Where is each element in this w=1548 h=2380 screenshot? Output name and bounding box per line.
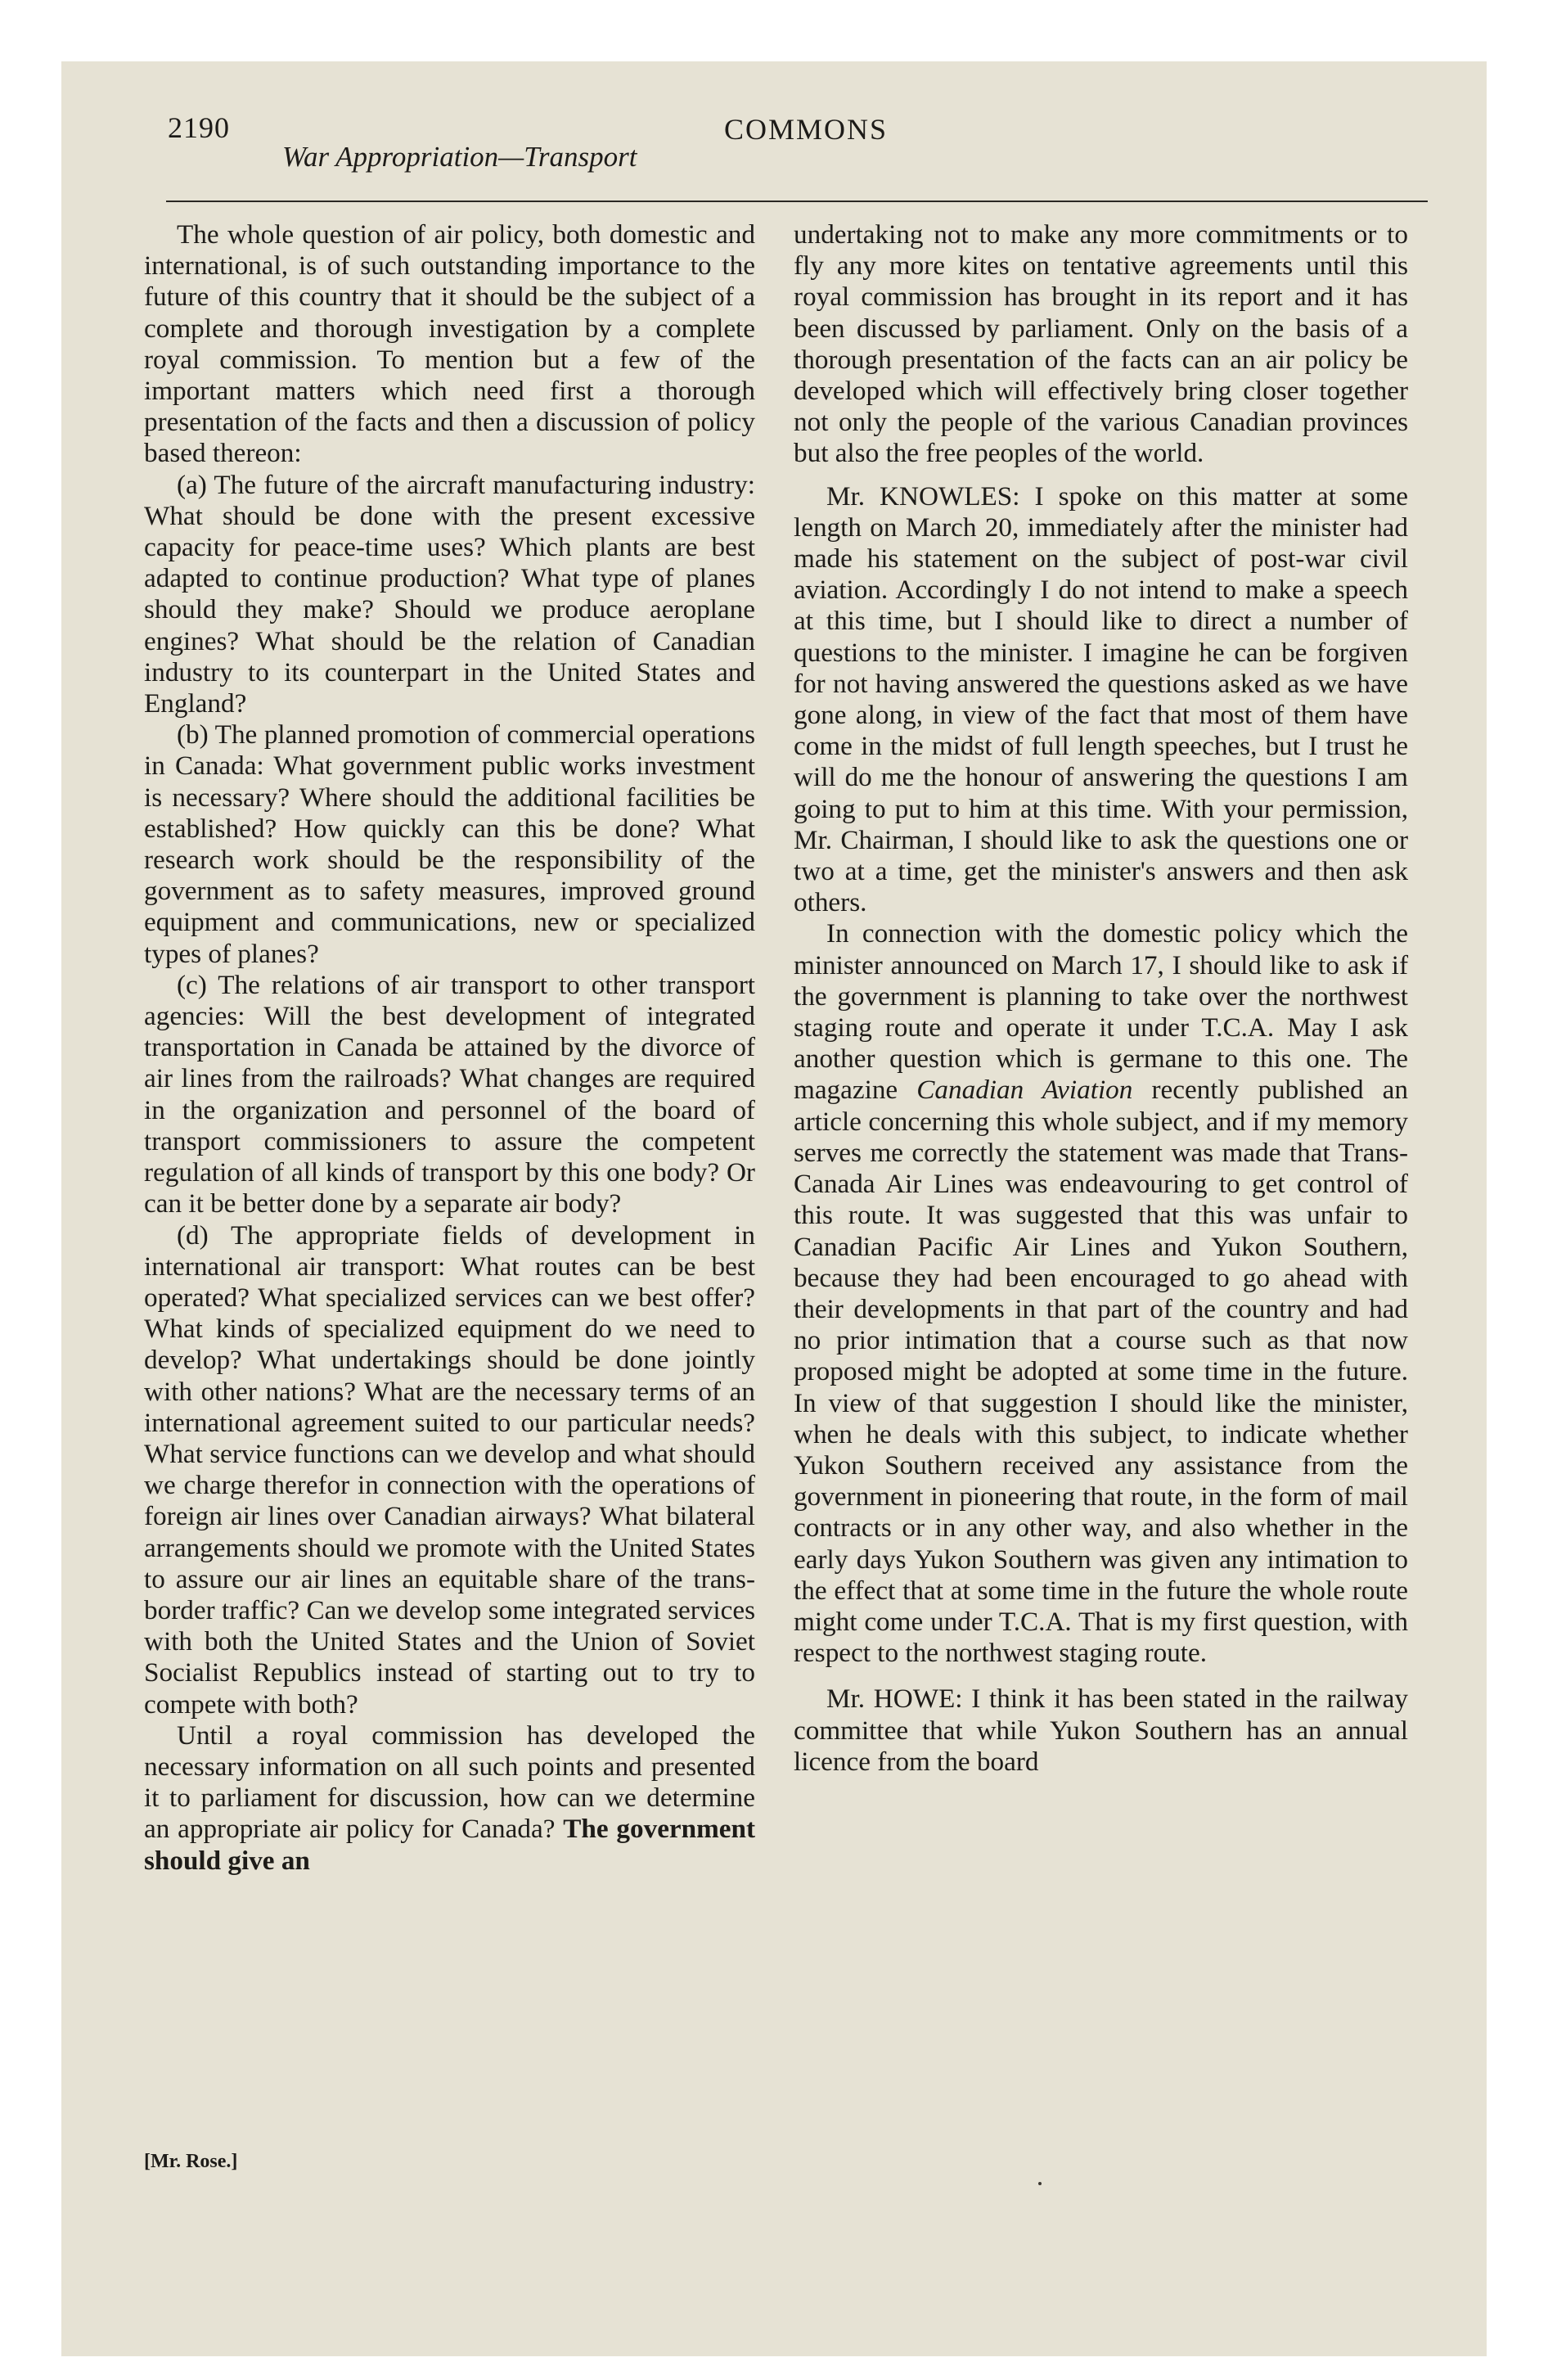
page-number: 2190 — [168, 111, 230, 144]
item-d-label: (d) The appropriate fields of development in international air transport: — [144, 1219, 755, 1282]
running-subject: War Appropriation—Transport — [282, 141, 637, 173]
paragraph-knowles — [794, 481, 1408, 919]
paragraph-intro: The whole question of air policy, both domestic and international, is of such outstanding importance to the future of this country that it should be the subject of a complete and thorough investigation by a complete royal commission. To mention but a few of the important matters which need first a thorough presentation of the facts and then a discussion of policy based thereon: — [144, 219, 755, 469]
magazine-title: Canadian Aviation — [916, 1075, 1133, 1106]
conclusion-bold-text: The government should give an — [144, 1814, 755, 1876]
paragraph-conclusion — [144, 1720, 755, 1877]
header-rule — [166, 201, 1428, 202]
howe-text: I think it has been stated in the railway committee that while Yukon Southern has an annual licence from the board — [794, 1684, 1408, 1777]
domestic-policy-text-cont: recently published an article concerning this whole subject, and if my memory serves me correctly the statement was made that Trans-Canada Air Lines was endeavouring to get control of this route. It was suggested that this was unfair to Canadian Pacific Air Lines and Yukon Southern, because they had been encouraged to go ahead with their developments in that part of the country and had no prior intimation that a course such as that now proposed might be adopted at some time in the future. In view of that suggestion I should like the minister, when he deals with this subject, to indicate whether Yukon Southern received any assistance from the government in pioneering that route, in the form of mail contracts or in any other way, and also whether in the early days Yukon Southern was given any intimation to the effect that at some time in the future the whole route might come under T.C.A. That is my first question, with respect to the northwest staging route. — [794, 1075, 1409, 1669]
item-c-label: (c) The relations of air transport to other transport agencies: — [144, 969, 755, 1032]
item-d-text: What routes can be best operated? What specialized services can we best offer? What kinds of specialized equipment do we need to develop? What undertakings should be done jointly with other nations? What are the necessary terms of an international agreement suited to our particular needs? What service functions can we develop and what should we charge therefor in connection with the operations of foreign air lines over Canadian airways? What bilateral arrangements should we promote with the United States to assure our air lines an equitable share of the trans-border traffic? Can we develop some integrated services with both the United States and the Union of Soviet Socialist Republics instead of starting out to try to compete with both? — [144, 1251, 756, 1720]
conclusion-text: Until a royal commission has developed the necessary information on all such points and presented it to parliament for discussion, how can we determine an appropriate air policy for Canada? — [144, 1720, 755, 1845]
item-c-text: Will the best development of integrated transportation in Canada be attained by the divorce of air lines from the railroads? What changes are required in the organization and personnel of the board of transport commissioners to assure the competent regulation of all kinds of transport by this one body? Or can it be better done by a separate air body? — [144, 1001, 755, 1219]
paragraph-c — [144, 970, 755, 1220]
item-a-label: (a) The future of the aircraft manufacturing industry: — [177, 469, 755, 500]
item-b-text: What government public works investment is necessary? Where should the additional facilities be established? How quickly can this be done? What research work should be the responsibility of the government as to safety measures, improved ground equipment and communications, new or specialized types of planes? — [144, 751, 755, 969]
speaker-tag: [Mr. Rose.] — [144, 2151, 238, 2172]
domestic-policy-text: In connection with the domestic policy which the minister announced on March 17, I should like to ask if the government is planning to take over the northwest staging route and operate it under T.C.A. May I ask another question which is germane to this one. The magazine — [794, 918, 1408, 1106]
paragraph-continued: undertaking not to make any more commitments or to fly any more kites on tentative agreements until this royal commission has brought in its report and it has been discussed by parliament. Only on the basis of a thorough presentation of the facts can an air policy be developed which will effectively bring closer together not only the people of the various Canadian provinces but also the free peoples of the world. — [794, 219, 1408, 469]
speaker-knowles: Mr. KNOWLES: — [826, 480, 1020, 512]
print-speck — [1038, 2182, 1042, 2185]
item-a-text: What should be done with the present excessive capacity for peace-time uses? Which plants are best adapted to continue production? What type of planes should they make? Should we produce aeroplane engines? What should be the relation of Canadian industry to its counterpart in the United States and England? — [144, 500, 755, 719]
left-column — [144, 219, 755, 1877]
paragraph-d — [144, 1220, 755, 1720]
chamber-title: COMMONS — [724, 113, 889, 146]
paragraph-domestic-policy — [794, 918, 1408, 1669]
item-b-label: (b) The planned promotion of commercial operations in Canada: — [144, 719, 755, 782]
right-column — [794, 219, 1408, 1778]
paragraph-howe — [794, 1684, 1408, 1778]
knowles-text: I spoke on this matter at some length on March 20, immediately after the minister had made his statement on the subject of post-war civil aviation. Accordingly I do not intend to make a speech at this time, but I should like to direct a number of questions to the minister. I imagine he can be forgiven for not having answered the questions asked as we have gone along, in view of the fact that most of them have come in the midst of full length speeches, but I trust he will do me the honour of answering the questions I am going to put to him at this time. With your permission, Mr. Chairman, I should like to ask the questions one or two at a time, get the minister's answers and then ask others. — [794, 480, 1408, 918]
paragraph-b — [144, 719, 755, 970]
paragraph-a — [144, 470, 755, 720]
speaker-howe: Mr. HOWE: — [826, 1684, 963, 1715]
